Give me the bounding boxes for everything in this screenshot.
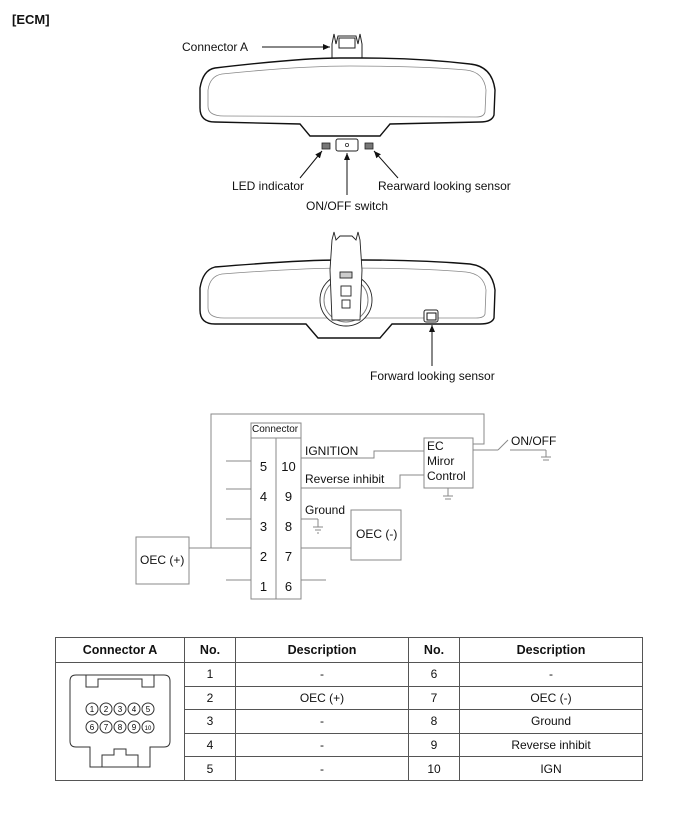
- pin-number: 2: [259, 549, 268, 564]
- ec-line: EC: [427, 439, 444, 453]
- pin-number: 6: [284, 579, 293, 594]
- pin-number: 3: [259, 519, 268, 534]
- connector-pin-number: 6: [89, 723, 95, 732]
- header-no: No.: [409, 638, 460, 663]
- pin-desc: Ground: [460, 710, 643, 734]
- connector-a-face: [56, 663, 185, 781]
- pin-number: 8: [284, 519, 293, 534]
- pin-no: 6: [409, 663, 460, 687]
- pin-desc: -: [236, 710, 409, 734]
- on-off-label: ON/OFF: [511, 434, 557, 448]
- mirror-rear-illustration: [0, 220, 700, 390]
- pin-desc: -: [236, 663, 409, 687]
- mirror-body: [200, 58, 495, 136]
- pin-number: 9: [284, 489, 293, 504]
- on-off-switch: [336, 139, 358, 151]
- wiring-schematic: [0, 400, 700, 610]
- pin-no: 5: [185, 757, 236, 781]
- pin-no: 1: [185, 663, 236, 687]
- pin-no: 7: [409, 686, 460, 710]
- pin-no: 8: [409, 710, 460, 734]
- pin-no: 3: [185, 710, 236, 734]
- pin-desc: OEC (-): [460, 686, 643, 710]
- pin-no: 2: [185, 686, 236, 710]
- connector-pin-number: 3: [117, 705, 123, 714]
- ignition-label: IGNITION: [305, 444, 359, 458]
- on-off-switch-label: ON/OFF switch: [306, 199, 389, 213]
- pin-number: 10: [281, 459, 296, 474]
- pin-desc: -: [236, 757, 409, 781]
- rearward-sensor-label: Rearward looking sensor: [378, 179, 511, 193]
- section-title: [ECM]: [12, 12, 50, 27]
- connector-pin-number: 9: [131, 723, 137, 732]
- table-row: [56, 663, 643, 687]
- connector-pin-number: 7: [103, 723, 109, 732]
- connector-a-label: Connector A: [182, 40, 249, 54]
- table-header-row: [56, 638, 643, 663]
- ground-label: Ground: [305, 503, 346, 517]
- connector-pin-number: 5: [145, 705, 151, 714]
- pin-number: 1: [259, 579, 268, 594]
- connector-pin-number: 1: [89, 705, 95, 714]
- ec-line: Control: [427, 469, 466, 483]
- right-pin-numbers: [276, 452, 301, 602]
- forward-sensor-label: Forward looking sensor: [370, 369, 495, 383]
- pin-no: 9: [409, 733, 460, 757]
- connector-a-icon: [56, 663, 184, 777]
- reverse-inhibit-label: Reverse inhibit: [305, 472, 385, 486]
- pin-desc: -: [236, 733, 409, 757]
- pin-desc: OEC (+): [236, 686, 409, 710]
- header-description: Description: [236, 638, 409, 663]
- pin-desc: -: [460, 663, 643, 687]
- pin-no: 4: [185, 733, 236, 757]
- pin-table: [55, 637, 643, 781]
- connector-pin-number: 10: [144, 726, 152, 732]
- pin-no: 10: [409, 757, 460, 781]
- pin-number: 7: [284, 549, 293, 564]
- connector-pin-number: 8: [117, 723, 123, 732]
- rearward-sensor: [365, 143, 373, 149]
- connector-header: Connector: [252, 424, 299, 435]
- mirror-front-illustration: [0, 0, 700, 220]
- header-connector: Connector A: [56, 638, 185, 663]
- oec-plus-label: OEC (+): [140, 553, 185, 567]
- left-pin-numbers: [251, 452, 276, 602]
- pin-desc: IGN: [460, 757, 643, 781]
- connector-pin-number: 4: [131, 705, 137, 714]
- header-description: Description: [460, 638, 643, 663]
- pin-desc: Reverse inhibit: [460, 733, 643, 757]
- ec-mirror-control-box: [427, 439, 466, 484]
- led-indicator: [322, 143, 330, 149]
- connector-a-stub: [332, 34, 362, 58]
- header-no: No.: [185, 638, 236, 663]
- connector-pin-number: 2: [103, 705, 109, 714]
- pin-number: 5: [259, 459, 268, 474]
- led-indicator-label: LED indicator: [232, 179, 305, 193]
- ec-line: Miror: [427, 454, 455, 468]
- oec-minus-label: OEC (-): [356, 527, 398, 541]
- pin-number: 4: [259, 489, 268, 504]
